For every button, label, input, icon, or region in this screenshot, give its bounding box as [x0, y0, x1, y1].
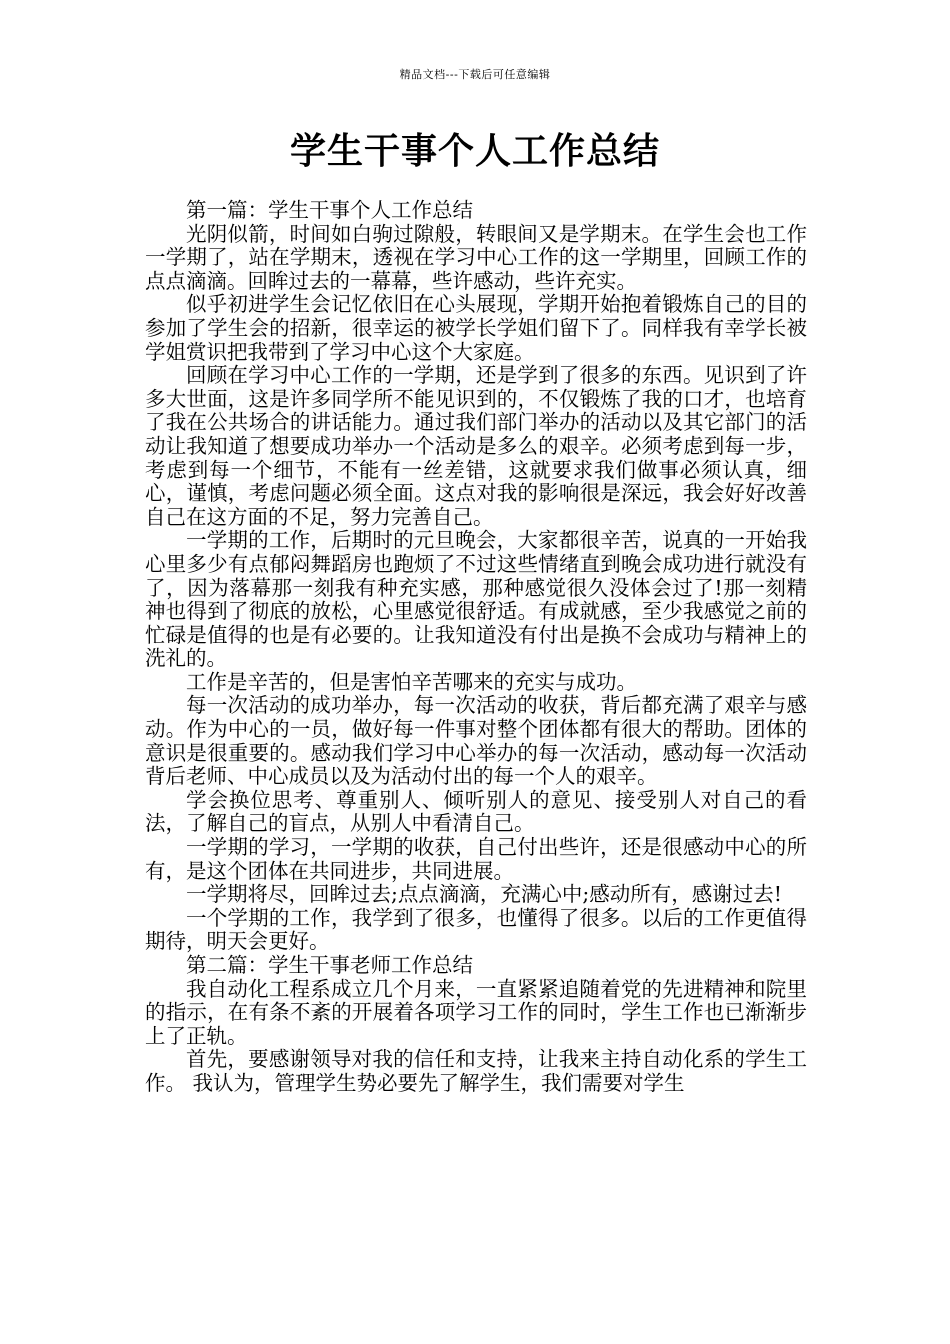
page-header: 精品文档---下载后可任意编辑 [399, 68, 551, 81]
section-heading-1: 第一篇：学生干事个人工作总结 [186, 198, 473, 222]
paragraph: 一学期的学习，一学期的收获，自己付出些许，还是很感动中心的所有，是这个团体在共同进步，共同进展。 [145, 835, 807, 883]
paragraph: 一学期将尽，回眸过去;点点滴滴，充满心中;感动所有，感谢过去! [186, 882, 783, 907]
paragraph: 我自动化工程系成立几个月来，一直紧紧追随着党的先进精神和院里的指示，在有条不紊的开展着各项学习工作的同时，学生工作也已渐渐步上了正轨。 [145, 976, 807, 1048]
document-body [145, 199, 807, 1096]
paragraph: 首先，要感谢领导对我的信任和支持，让我来主持自动化系的学生工作。 我认为，管理学生势必要先了解学生，我们需要对学生 [145, 1047, 807, 1095]
paragraph: 每一次活动的成功举办，每一次活动的收获，背后都充满了艰辛与感动。作为中心的一员，做好每一件事对整个团体都有很大的帮助。团体的意识是很重要的。感动我们学习中心举办的每一次活动，感动每一次活动背后老师、中心成员以及为活动付出的每一个人的艰辛。 [145, 693, 807, 789]
paragraph: 学会换位思考、尊重别人、倾听别人的意见、接受别人对自己的看法，了解自己的盲点，从别人中看清自己。 [145, 787, 807, 836]
document-title: 学生干事个人工作总结 [289, 131, 660, 172]
paragraph: 光阴似箭，时间如白驹过隙般，转眼间又是学期末。在学生会也工作一学期了，站在学期末，透视在学习中心工作的这一学期里，回顾工作的点点滴滴。回眸过去的一幕幕，些许感动，些许充实。 [145, 221, 807, 293]
paragraph: 似乎初进学生会记忆依旧在心头展现，学期开始抱着锻炼自己的目的参加了学生会的招新，很幸运的被学长学姐们留下了。同样我有幸学长被学姐赏识把我带到了学习中心这个大家庭。 [145, 292, 807, 364]
paragraph: 工作是辛苦的，但是害怕辛苦哪来的充实与成功。 [186, 669, 637, 694]
paragraph: 一个学期的工作，我学到了很多，也懂得了很多。以后的工作更值得期待，明天会更好。 [145, 905, 807, 954]
paragraph: 回顾在学习中心工作的一学期，还是学到了很多的东西。见识到了许多大世面，这是许多同学所不能见识到的，不仅锻炼了我的口才，也培育了我在公共场合的讲话能力。通过我们部门举办的活动以及其它部门的活动让我知道了想要成功举办一个活动是多么的艰辛。必须考虑到每一步，考虑到每一个细节，不能有一丝差错，这就要求我们做事必须认真，细心，谨慎，考虑问题必须全面。这点对我的影响很是深远，我会好好改善自己在这方面的不足，努力完善自己。 [145, 363, 807, 529]
paragraph: 一学期的工作，后期时的元旦晚会，大家都很辛苦，说真的一开始我心里多少有点郁闷舞蹈房也跑烦了不过这些情绪直到晚会成功进行就没有了，因为落幕那一刻我有种充实感，那种感觉很久没体会过了!那一刻精神也得到了彻底的放松，心里感觉很舒适。有成就感，至少我感觉之前的忙碌是值得的也是有必要的。让我知道没有付出是换不会成功与精神上的洗礼的。 [145, 528, 807, 671]
section-heading-2: 第二篇：学生干事老师工作总结 [186, 953, 473, 977]
